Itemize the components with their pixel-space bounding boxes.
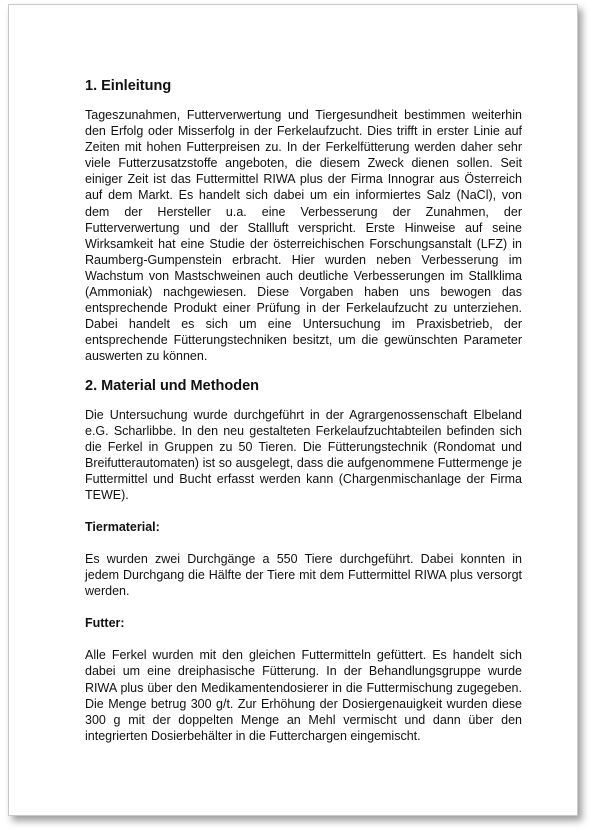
section-heading-einleitung: 1. Einleitung [85, 78, 172, 94]
paragraph-futter: Alle Ferkel wurden mit den gleichen Futtermitteln gefüttert. Es handelt sich dabei um eine dreiphasische Fütterung. In der Behandlungsgruppe wurde RIWA plus über den Medikamentendosierer in die Futtermischung zugegeben. Die Menge betrug 300 g/t. Zur Erhöhung der Dosiergenauigkeit wurden diese 300 g mit der doppelten Menge an Mehl vermischt und dann über den integrierten Dosierbehälter in die Futterchargen eingemischt. [85, 648, 522, 743]
paragraph-material-methoden: Die Untersuchung wurde durchgeführt in der Agrargenossenschaft Elbeland e.G. Scharlibbe. In den neu gestalteten Ferkelaufzuchtabteilen befinden sich die Ferkel in Gruppen zu 50 Tieren. Die Fütterungstechnik (Rondomat und Breifutterautomaten) ist so ausgelegt, dass die aufgenommene Futtermenge je Futtermittel und Bucht erfasst werden kann (Chargenmischanlage der Firma TEWE). [85, 407, 522, 502]
section-heading-material-methoden: 2. Material und Methoden [85, 377, 260, 394]
subheading-futter: Futter: [85, 616, 125, 631]
paragraph-tiermaterial: Es wurden zwei Durchgänge a 550 Tiere durchgeführt. Dabei konnten in jedem Durchgang die Hälfte der Tiere mit dem Futtermittel RIWA plus versorgt werden. [85, 552, 522, 599]
paragraph-einleitung: Tageszunahmen, Futterverwertung und Tiergesundheit bestimmen weiterhin den Erfolg oder Misserfolg in der Ferkelaufzucht. Dies trifft in erster Linie auf Zeiten mit hohen Futterpreisen zu. In der Ferkelfütterung werden daher sehr viele Futterzusatzstoffe angeboten, die diesem Zweck dienen sollen. Seit einiger Zeit ist das Futtermittel RIWA plus der Firma Innograr aus Österreich auf dem Markt. Es handelt sich dabei um ein informiertes Salz (NaCl), von dem der Hersteller u.a. eine Verbesserung der Zunahmen, der Futterverwertung und der Stallluft verspricht. Erste Hinweise auf seine Wirksamkeit hat eine Studie der österreichischen Forschungsanstalt (LFZ) in Raumberg-Gumpenstein erbracht. Hier wurden neben Verbesserung im Wachstum von Mastschweinen auch deutliche Verbesserungen im Stallklima (Ammoniak) nachgewiesen. Diese Vorgaben haben uns bewogen das entsprechende Produkt einer Prüfung in der Ferkelaufzucht zu unterziehen. Dabei handelt es sich um eine Untersuchung im Praxisbetrieb, der entsprechende Fütterungstechniken besitzt, um die gewünschten Parameter auswerten zu können. [85, 108, 522, 364]
subheading-tiermaterial: Tiermaterial: [85, 520, 160, 535]
document-body [85, 77, 522, 744]
document-page [8, 4, 578, 816]
